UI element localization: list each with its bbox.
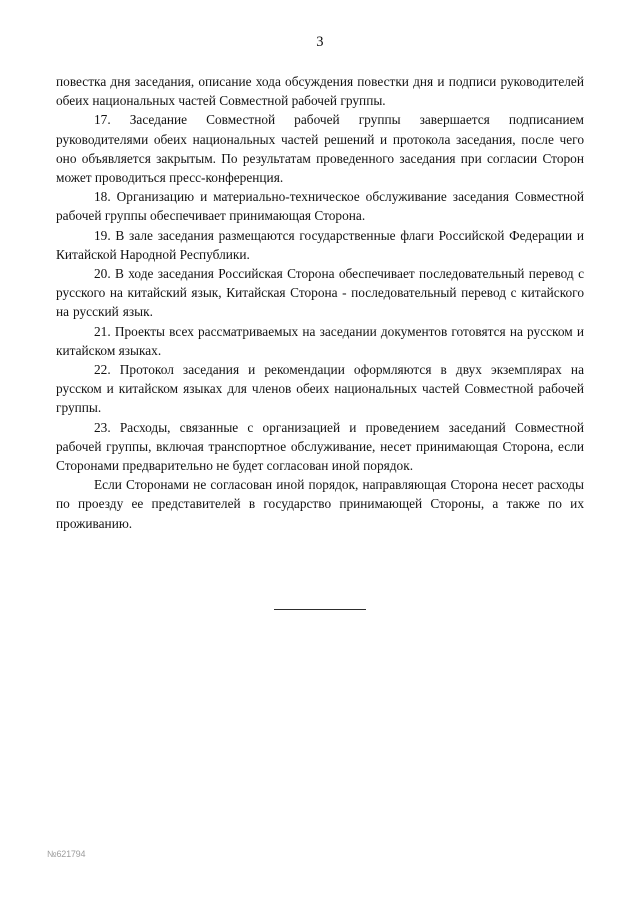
paragraph-closing: Если Сторонами не согласован иной порядок, направляющая Сторона несет расходы по проезду ее представителей в государство принимающей Стороны, а также по их проживанию. — [56, 477, 584, 531]
paragraph-item-18: 18. Организацию и материально-техническое обслуживание заседания Совместной рабочей группы обеспечивает принимающая Сторона. — [56, 189, 584, 224]
horizontal-rule — [274, 609, 366, 610]
paragraph-item-22: 22. Протокол заседания и рекомендации оформляются в двух экземплярах на русском и китайском языках для членов обеих национальных частей Совместной рабочей группы. — [56, 362, 584, 416]
document-body — [56, 72, 584, 533]
paragraph-item-20: 20. В ходе заседания Российская Сторона обеспечивает последовательный перевод с русского на китайский язык, Китайская Сторона - последовательный перевод с китайского на русский язык. — [56, 266, 584, 320]
paragraph-continuation: повестка дня заседания, описание хода обсуждения повестки дня и подписи руководителей обеих национальных частей Совместной рабочей группы. — [56, 74, 584, 109]
paragraph-item-23: 23. Расходы, связанные с организацией и проведением заседаний Совместной рабочей группы, включая транспортное обслуживание, несет принимающая Сторона, если Сторонами предварительно не будет согласован иной порядок. — [56, 419, 584, 474]
page-number: 3 — [316, 34, 324, 50]
section-separator — [0, 600, 640, 618]
paragraph-item-19: 19. В зале заседания размещаются государственные флаги Российской Федерации и Китайской Народной Республики. — [56, 227, 584, 262]
paragraph-item-21: 21. Проекты всех рассматриваемых на заседании документов готовятся на русском и китайском языках. — [56, 323, 584, 358]
footer-stamp: №621794 — [47, 849, 86, 859]
paragraph-item-17: 17. Заседание Совместной рабочей группы завершается подписанием руководителями обеих национальных частей решений и протокола заседания, после чего оно объявляется закрытым. По результатам проведенного заседания при согласии Сторон может проводиться пресс-конференция. — [56, 112, 584, 186]
